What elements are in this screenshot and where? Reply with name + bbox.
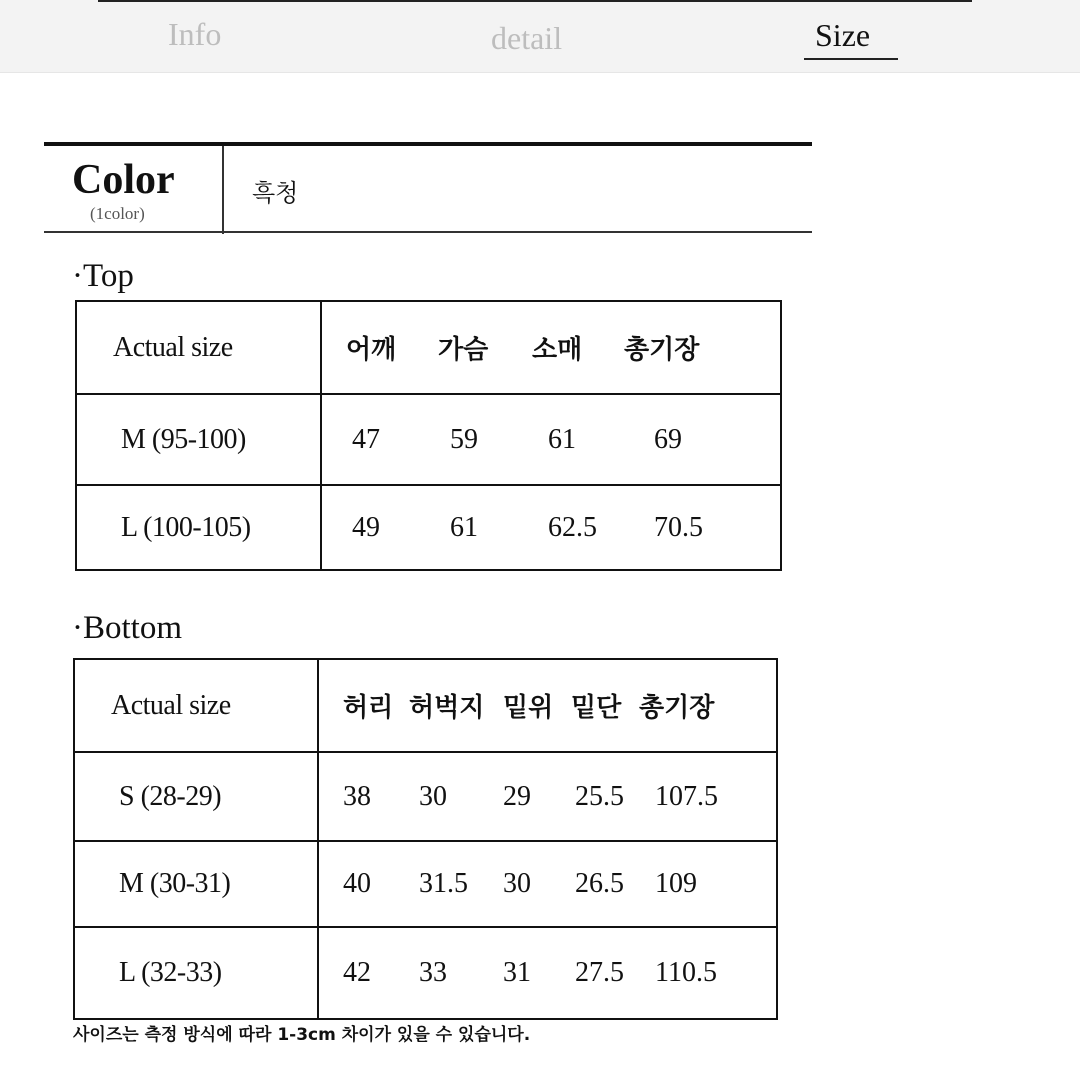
size-note: 사이즈는 측정 방식에 따라 1-3cm 차이가 있을 수 있습니다.	[73, 1025, 531, 1045]
tab-size[interactable]: Size	[815, 17, 871, 53]
table-cell: 38	[343, 780, 371, 812]
column-header: 허리	[343, 693, 394, 723]
table-cell: 61	[548, 423, 576, 455]
table-cell: 42	[343, 957, 371, 988]
column-header: 허벅지	[409, 693, 485, 723]
table-cell: 59	[450, 423, 478, 455]
size-label: L (100-105)	[76, 485, 321, 570]
color-section-divider	[222, 146, 224, 234]
table-header-row	[74, 659, 777, 752]
column-header: 어깨	[346, 335, 397, 365]
table-cell: 62.5	[548, 511, 597, 543]
tab-info[interactable]: Info	[168, 16, 222, 52]
table-cell: 26.5	[575, 868, 624, 899]
column-header: 총기장	[624, 335, 700, 365]
table-cell: 27.5	[575, 957, 624, 988]
column-header: 밑위	[503, 693, 554, 723]
bottom-header-label: Actual size	[74, 659, 318, 752]
active-tab-indicator	[804, 58, 898, 60]
column-header: 가슴	[438, 335, 489, 365]
tab-bar-top-line	[98, 0, 972, 2]
bottom-section-title: ·Bottom	[72, 610, 183, 646]
table-cell: 69	[654, 423, 682, 455]
column-header: 밑단	[571, 693, 622, 723]
table-cell: 25.5	[575, 780, 624, 812]
table-cell: 30	[503, 868, 531, 899]
table-cell: 30	[419, 780, 447, 812]
color-section-bottom-rule	[44, 231, 812, 233]
table-row	[74, 927, 777, 1019]
table-cell: 47	[352, 423, 380, 455]
row-values	[318, 841, 777, 927]
table-row	[74, 841, 777, 927]
table-cell: 31	[503, 957, 531, 988]
column-header: 소매	[532, 335, 583, 365]
row-values	[321, 485, 781, 570]
table-row	[74, 752, 777, 841]
table-cell: 107.5	[655, 780, 718, 812]
table-cell: 31.5	[419, 868, 468, 899]
top-size-table	[75, 300, 782, 571]
table-cell: 40	[343, 868, 371, 899]
bottom-header-columns	[318, 659, 777, 752]
table-header-row	[76, 301, 781, 394]
tab-bar	[0, 0, 1080, 73]
tab-detail[interactable]: detail	[491, 20, 563, 56]
color-value: 흑청	[252, 179, 299, 207]
row-values	[321, 394, 781, 485]
color-section-top-rule	[44, 142, 812, 146]
column-header: 총기장	[639, 693, 715, 723]
size-label: M (95-100)	[76, 394, 321, 485]
table-row	[76, 485, 781, 570]
row-values	[318, 752, 777, 841]
top-header-label: Actual size	[76, 301, 321, 394]
table-cell: 29	[503, 780, 531, 812]
color-title: Color	[72, 157, 175, 203]
table-cell: 109	[655, 868, 697, 899]
color-section	[44, 142, 812, 234]
size-label: M (30-31)	[74, 841, 318, 927]
color-count: (1color)	[90, 204, 145, 223]
top-header-columns	[321, 301, 781, 394]
table-cell: 33	[419, 957, 447, 988]
top-section-title: ·Top	[72, 258, 134, 294]
table-cell: 49	[352, 511, 380, 543]
size-label: S (28-29)	[74, 752, 318, 841]
bottom-size-table	[73, 658, 778, 1020]
table-row	[76, 394, 781, 485]
size-label: L (32-33)	[74, 927, 318, 1019]
table-cell: 61	[450, 511, 478, 543]
row-values	[318, 927, 777, 1019]
table-cell: 70.5	[654, 511, 703, 543]
table-cell: 110.5	[655, 957, 717, 988]
